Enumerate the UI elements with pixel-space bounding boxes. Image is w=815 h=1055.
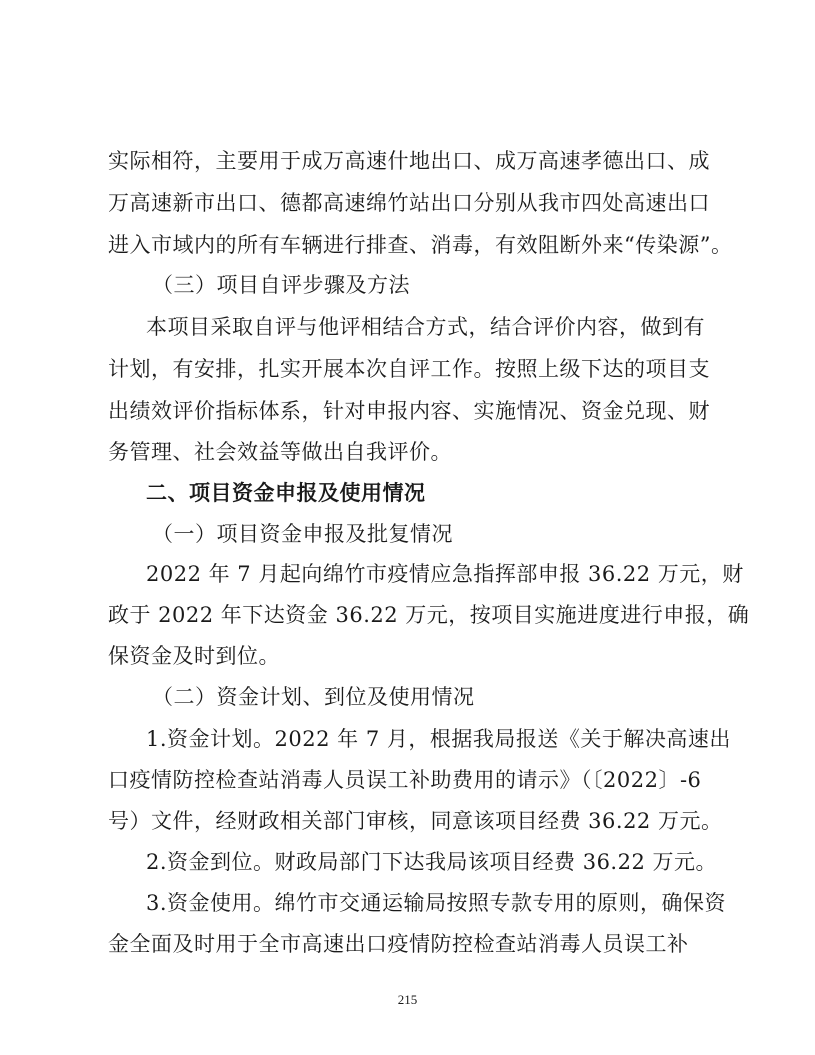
- body-text-line: 实际相符，主要用于成万高速什地出口、成万高速孝德出口、成: [108, 149, 710, 173]
- body-text-line: 号）文件，经财政相关部门审核，同意该项目经费 36.22 万元。: [108, 809, 723, 833]
- section-heading: 二、项目资金申报及使用情况: [146, 481, 426, 505]
- body-text-line: 万高速新市出口、德都高速绵竹站出口分别从我市四处高速出口: [108, 191, 710, 215]
- body-text-line: 政于 2022 年下达资金 36.22 万元，按项目实施进度进行申报，确: [108, 603, 750, 627]
- body-text-line: 3.资金使用。绵竹市交通运输局按照专款专用的原则，确保资: [146, 891, 727, 915]
- body-text-line: 口疫情防控检查站消毒人员误工补助费用的请示》（〔2022〕-6: [108, 768, 702, 792]
- body-text-line: 2.资金到位。财政局部门下达我局该项目经费 36.22 万元。: [146, 850, 718, 874]
- body-text-line: 保资金及时到位。: [108, 644, 280, 668]
- body-text-line: 1.资金计划。2022 年 7 月，根据我局报送《关于解决高速出: [146, 727, 731, 751]
- body-text-line: 务管理、社会效益等做出自我评价。: [108, 440, 452, 464]
- subsection-heading: （一）项目资金申报及批复情况: [152, 522, 453, 546]
- body-text-line: 2022 年 7 月起向绵竹市疫情应急指挥部申报 36.22 万元，财: [146, 562, 744, 586]
- body-text-line: 进入市域内的所有车辆进行排查、消毒，有效阻断外来“传染源”。: [108, 233, 733, 257]
- subsection-heading: （三）项目自评步骤及方法: [152, 273, 410, 297]
- page-number: 215: [397, 992, 418, 1007]
- body-text-line: 金全面及时用于全市高速出口疫情防控检查站消毒人员误工补: [108, 932, 689, 956]
- body-text-line: 本项目采取自评与他评相结合方式，结合评价内容，做到有: [146, 315, 705, 339]
- body-text-line: 出绩效评价指标体系，针对申报内容、实施情况、资金兑现、财: [108, 399, 710, 423]
- body-text-line: 计划，有安排，扎实开展本次自评工作。按照上级下达的项目支: [108, 357, 710, 381]
- subsection-heading: （二）资金计划、到位及使用情况: [152, 685, 475, 709]
